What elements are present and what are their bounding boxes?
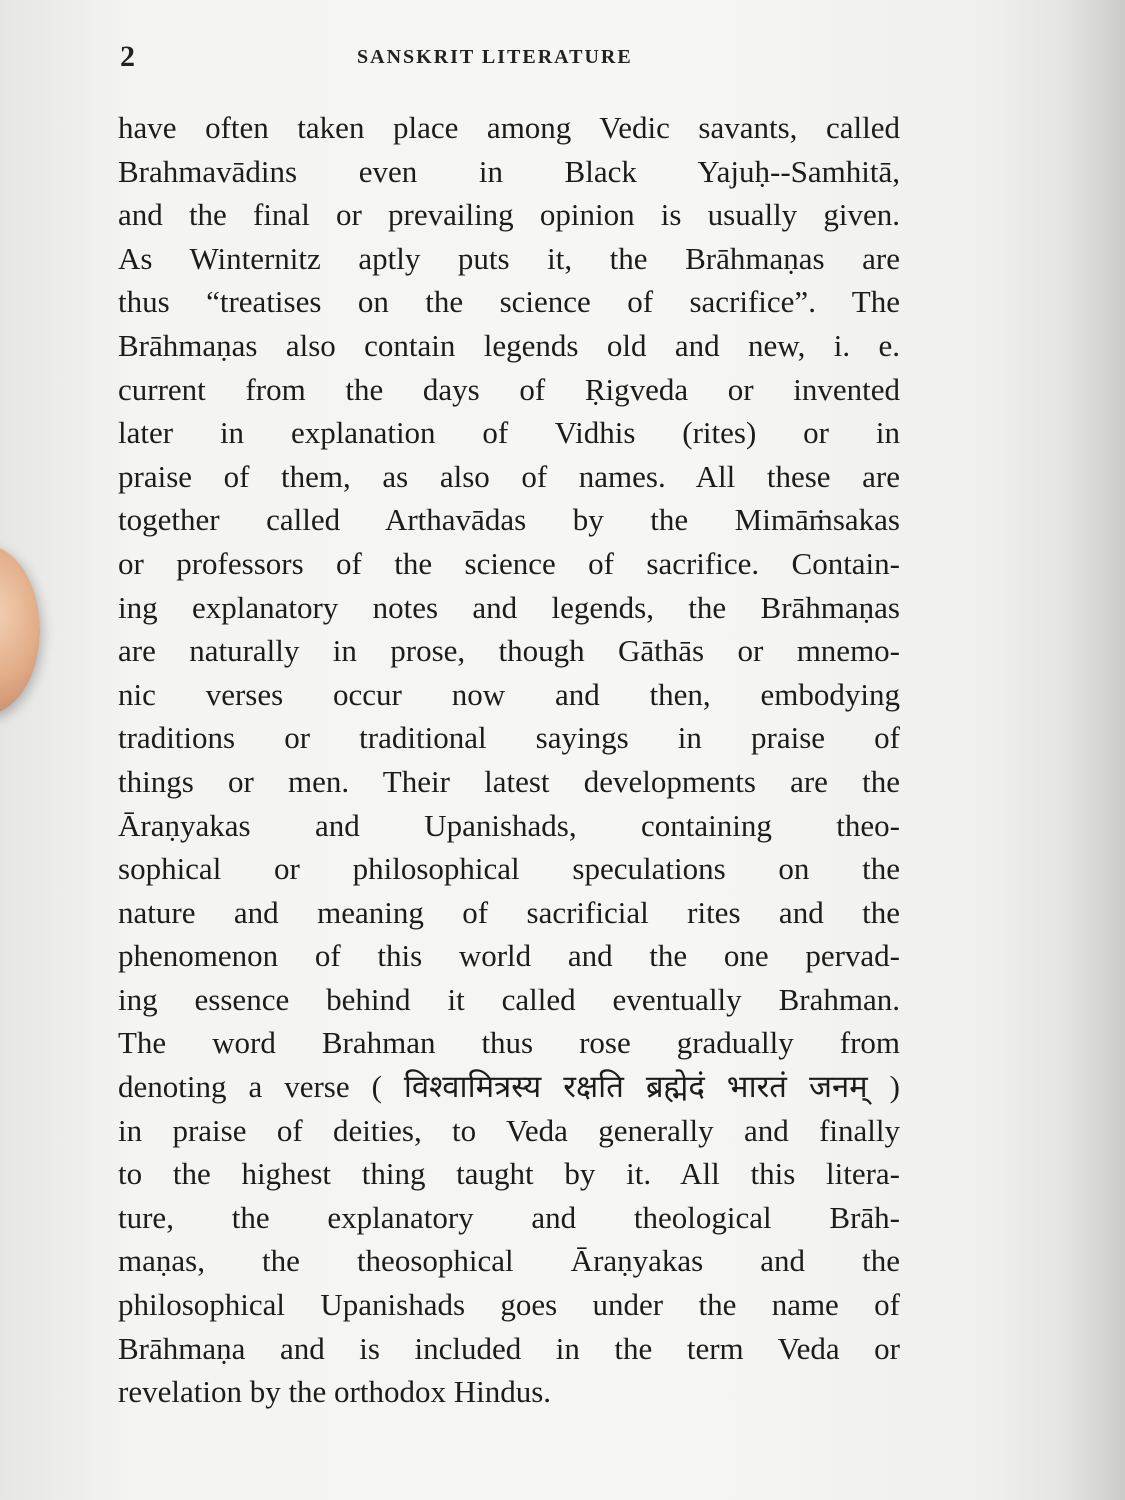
- page-edge-shadow: [1065, 0, 1125, 1500]
- text-line-devanagari: denoting a verse ( विश्वामित्रस्य रक्षति ब्रह्मेदं भारतं जनम् ): [118, 1069, 900, 1105]
- text-line: sophical or philosophical speculations on the: [118, 851, 900, 887]
- text-line: thus “treatises on the science of sacrifice”. The: [118, 284, 900, 320]
- text-line: praise of them, as also of names. All these are: [118, 458, 900, 494]
- text-line: The word Brahman thus rose gradually from: [118, 1025, 900, 1061]
- text-line: Āraṇyakas and Upanishads, containing theo-: [118, 807, 900, 843]
- text-line: in praise of deities, to Veda generally and finally: [118, 1112, 900, 1148]
- text-line: nic verses occur now and then, embodying: [118, 676, 900, 712]
- text-line: As Winternitz aptly puts it, the Brāhmaṇas are: [118, 240, 900, 276]
- text-line: things or men. Their latest developments are the: [118, 763, 900, 799]
- text-line: Brahmavādins even in Black Yajuḥ--Samhitā,: [118, 153, 900, 189]
- text-line: together called Arthavādas by the Mimāṁsakas: [118, 502, 900, 538]
- text-line: later in explanation of Vidhis (rites) or in: [118, 415, 900, 451]
- page-number: 2: [120, 40, 135, 73]
- body-text: [118, 106, 900, 1414]
- text-line: philosophical Upanishads goes under the name of: [118, 1287, 900, 1323]
- page-header: [120, 40, 920, 80]
- text-line: have often taken place among Vedic savants, called: [118, 110, 900, 145]
- text-line: nature and meaning of sacrificial rites and the: [118, 894, 900, 930]
- text-line: current from the days of Ṛigveda or invented: [118, 371, 900, 407]
- text-line: or professors of the science of sacrifice. Contain-: [118, 545, 900, 581]
- text-line: and the final or prevailing opinion is usually given.: [118, 197, 900, 233]
- running-title: SANSKRIT LITERATURE: [357, 46, 633, 68]
- text-line: ture, the explanatory and theological Brāh-: [118, 1199, 900, 1235]
- text-line: phenomenon of this world and the one pervad-: [118, 938, 900, 974]
- text-line: to the highest thing taught by it. All this litera-: [118, 1156, 900, 1192]
- text-line-last: revelation by the orthodox Hindus.: [118, 1374, 552, 1410]
- text-line: traditions or traditional sayings in praise of: [118, 720, 900, 756]
- text-line: Brāhmaṇa and is included in the term Veda or: [118, 1330, 900, 1366]
- text-line: are naturally in prose, though Gāthās or mnemo-: [118, 633, 900, 669]
- text-line: ing explanatory notes and legends, the Brāhmaṇas: [118, 589, 900, 625]
- text-line: Brāhmaṇas also contain legends old and new, i. e.: [118, 327, 900, 363]
- text-line: maṇas, the theosophical Āraṇyakas and the: [118, 1243, 900, 1279]
- text-line: ing essence behind it called eventually Brahman.: [118, 981, 900, 1017]
